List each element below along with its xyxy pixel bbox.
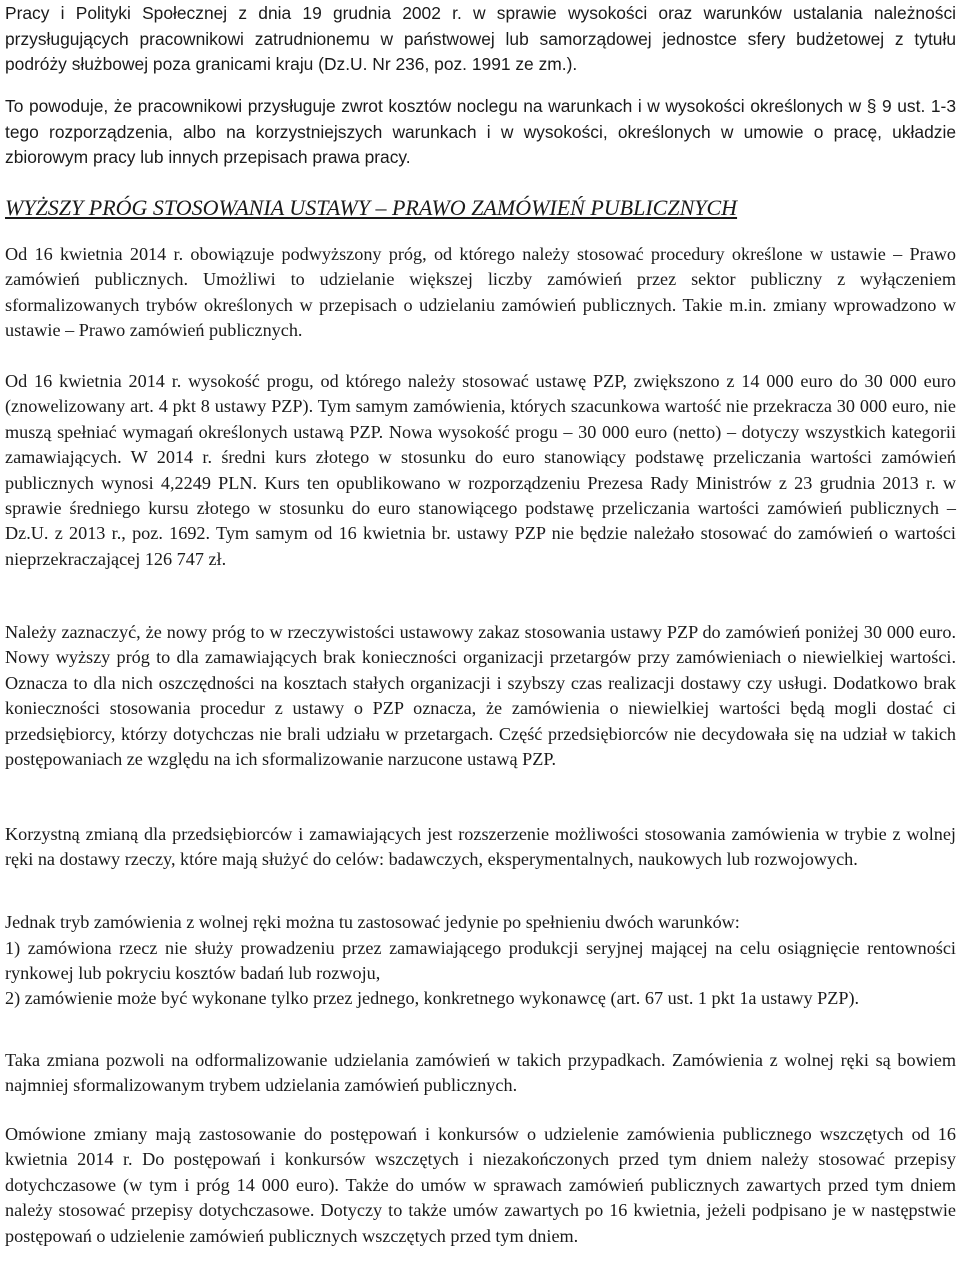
paragraph-threshold-amount: Od 16 kwietnia 2014 r. wysokość progu, od którego należy stosować ustawę PZP, zwiększono z 14 000 euro do 30 000 euro (znowelizowany art. 4 pkt 8 ustawy PZP). Tym samym zamówienia, których szacunkowa wartość nie przekracza 30 000 euro, nie muszą spełniać wymagań określonych ustawą PZP. Nowa wysokość progu – 30 000 euro (netto) – dotyczy wszystkich kategorii zamawiających. W 2014 r. średni kurs złotego w stosunku do euro stanowiący podstawę przeliczania wartości zamówień publicznych wynosi 4,2249 PLN. Kurs ten opublikowano w rozporządzeniu Prezesa Rady Ministrów z 23 grudnia 2013 r. w sprawie średniego kursu złotego w stosunku do euro stanowiącego podstawę przeliczania wartości zamówień publicznych – Dz.U. z 2013 r., poz. 1692. Tym samym od 16 kwietnia br. ustawy PZP nie będzie należało stosować do zamówień o wartości nieprzekraczającej 126 747 zł. bbox=[5, 371, 956, 569]
paragraph-free-hand: Korzystną zmianą dla przedsiębiorców i zamawiających jest rozszerzenie możliwości stosowania zamówienia w trybie z wolnej ręki na dostawy rzeczy, które mają służyć do celów: badawczych, eksperymentalnych, naukowych lub rozwojowych. bbox=[5, 824, 956, 870]
paragraph-applicability: Omówione zmiany mają zastosowanie do postępowań i konkursów o udzielenie zamówienia publicznego wszczętych od 16 kwietnia 2014 r. Do postępowań i konkursów wszczętych i niezakończonych przed tym dniem należy stosować przepisy dotychczasowe (w tym i próg 14 000 euro). Także do umów w sprawach zamówień publicznych zawartych przed tym dniem należy stosować przepisy dotychczasowe. Dotyczy to także umów zawartych po 16 kwietnia, jeżeli podpisano je w następstwie postępowań o udzielenie zamówień publicznych wszczętych przed tym dniem. bbox=[5, 1124, 956, 1246]
paragraph-deformalization: Taka zmiana pozwoli na odformalizowanie udzielania zamówień w takich przypadkach. Zamówienia z wolnej ręki są bowiem najmniej sformalizowanym trybem udzielania zamówień publicznych. bbox=[5, 1050, 956, 1096]
paragraph-conditions-intro: Jednak tryb zamówienia z wolnej ręki można tu zastosować jedynie po spełnieniu dwóch warunków: bbox=[5, 912, 740, 932]
list-item-condition-2: 2) zamówienie może być wykonane tylko przez jednego, konkretnego wykonawcę (art. 67 ust. 1 pkt 1a ustawy PZP). bbox=[5, 988, 860, 1008]
paragraph-threshold-effects: Należy zaznaczyć, że nowy próg to w rzeczywistości ustawowy zakaz stosowania ustawy PZP do zamówień poniżej 30 000 euro. Nowy wyższy próg to dla zamawiających brak konieczności organizacji przetargów przy zamówieniach o niewielkiej wartości. Oznacza to dla nich oszczędności na kosztach stałych organizacji i szybszy czas realizacji dostawy czy usługi. Dodatkowo brak konieczności stosowania procedur z ustawy o PZP oznacza, że zamówienia o niewielkiej wartości będą mogli dostać ci przedsiębiorcy, którzy dotychczas nie brali udziału w przetargach. Część przedsiębiorców nie decydowała się na udział w takich postępowaniach ze względu na ich sformalizowanie narzucone ustawą PZP. bbox=[5, 622, 956, 770]
list-item-condition-1: 1) zamówiona rzecz nie służy prowadzeniu przez zamawiającego produkcji seryjnej mającej na celu osiągnięcie rentowności rynkowej lub pokryciu kosztów badań lub rozwoju, bbox=[5, 938, 956, 984]
paragraph-accommodation: To powoduje, że pracownikowi przysługuje zwrot kosztów noclegu na warunkach i w wysokości określonych w § 9 ust. 1-3 tego rozporządzenia, albo na korzystniejszych warunkach i w wysokości, określonych w umowie o pracę, układzie zbiorowym pracy lub innych przepisach prawa pracy. bbox=[5, 96, 956, 167]
section-heading: WYŻSZY PRÓG STOSOWANIA USTAWY – PRAWO ZAMÓWIEŃ PUBLICZNYCH bbox=[5, 195, 738, 220]
paragraph-intro: Pracy i Polityki Społecznej z dnia 19 grudnia 2002 r. w sprawie wysokości oraz warunków ustalania należności przysługujących pracownikowi zatrudnionemu w państwowej lub samorządowej jednostce sfery budżetowej z tytułu podróży służbowej poza granicami kraju (Dz.U. Nr 236, poz. 1991 ze zm.). bbox=[5, 3, 956, 74]
paragraph-threshold-intro: Od 16 kwietnia 2014 r. obowiązuje podwyższony próg, od którego należy stosować procedury określone w ustawie – Prawo zamówień publicznych. Umożliwi to udzielanie większej liczby zamówień przez sektor publiczny z wyłączeniem sformalizowanych trybów określonych w przepisach o udzielaniu zamówień publicznych. Takie m.in. zmiany wprowadzono w ustawie – Prawo zamówień publicznych. bbox=[5, 244, 956, 341]
